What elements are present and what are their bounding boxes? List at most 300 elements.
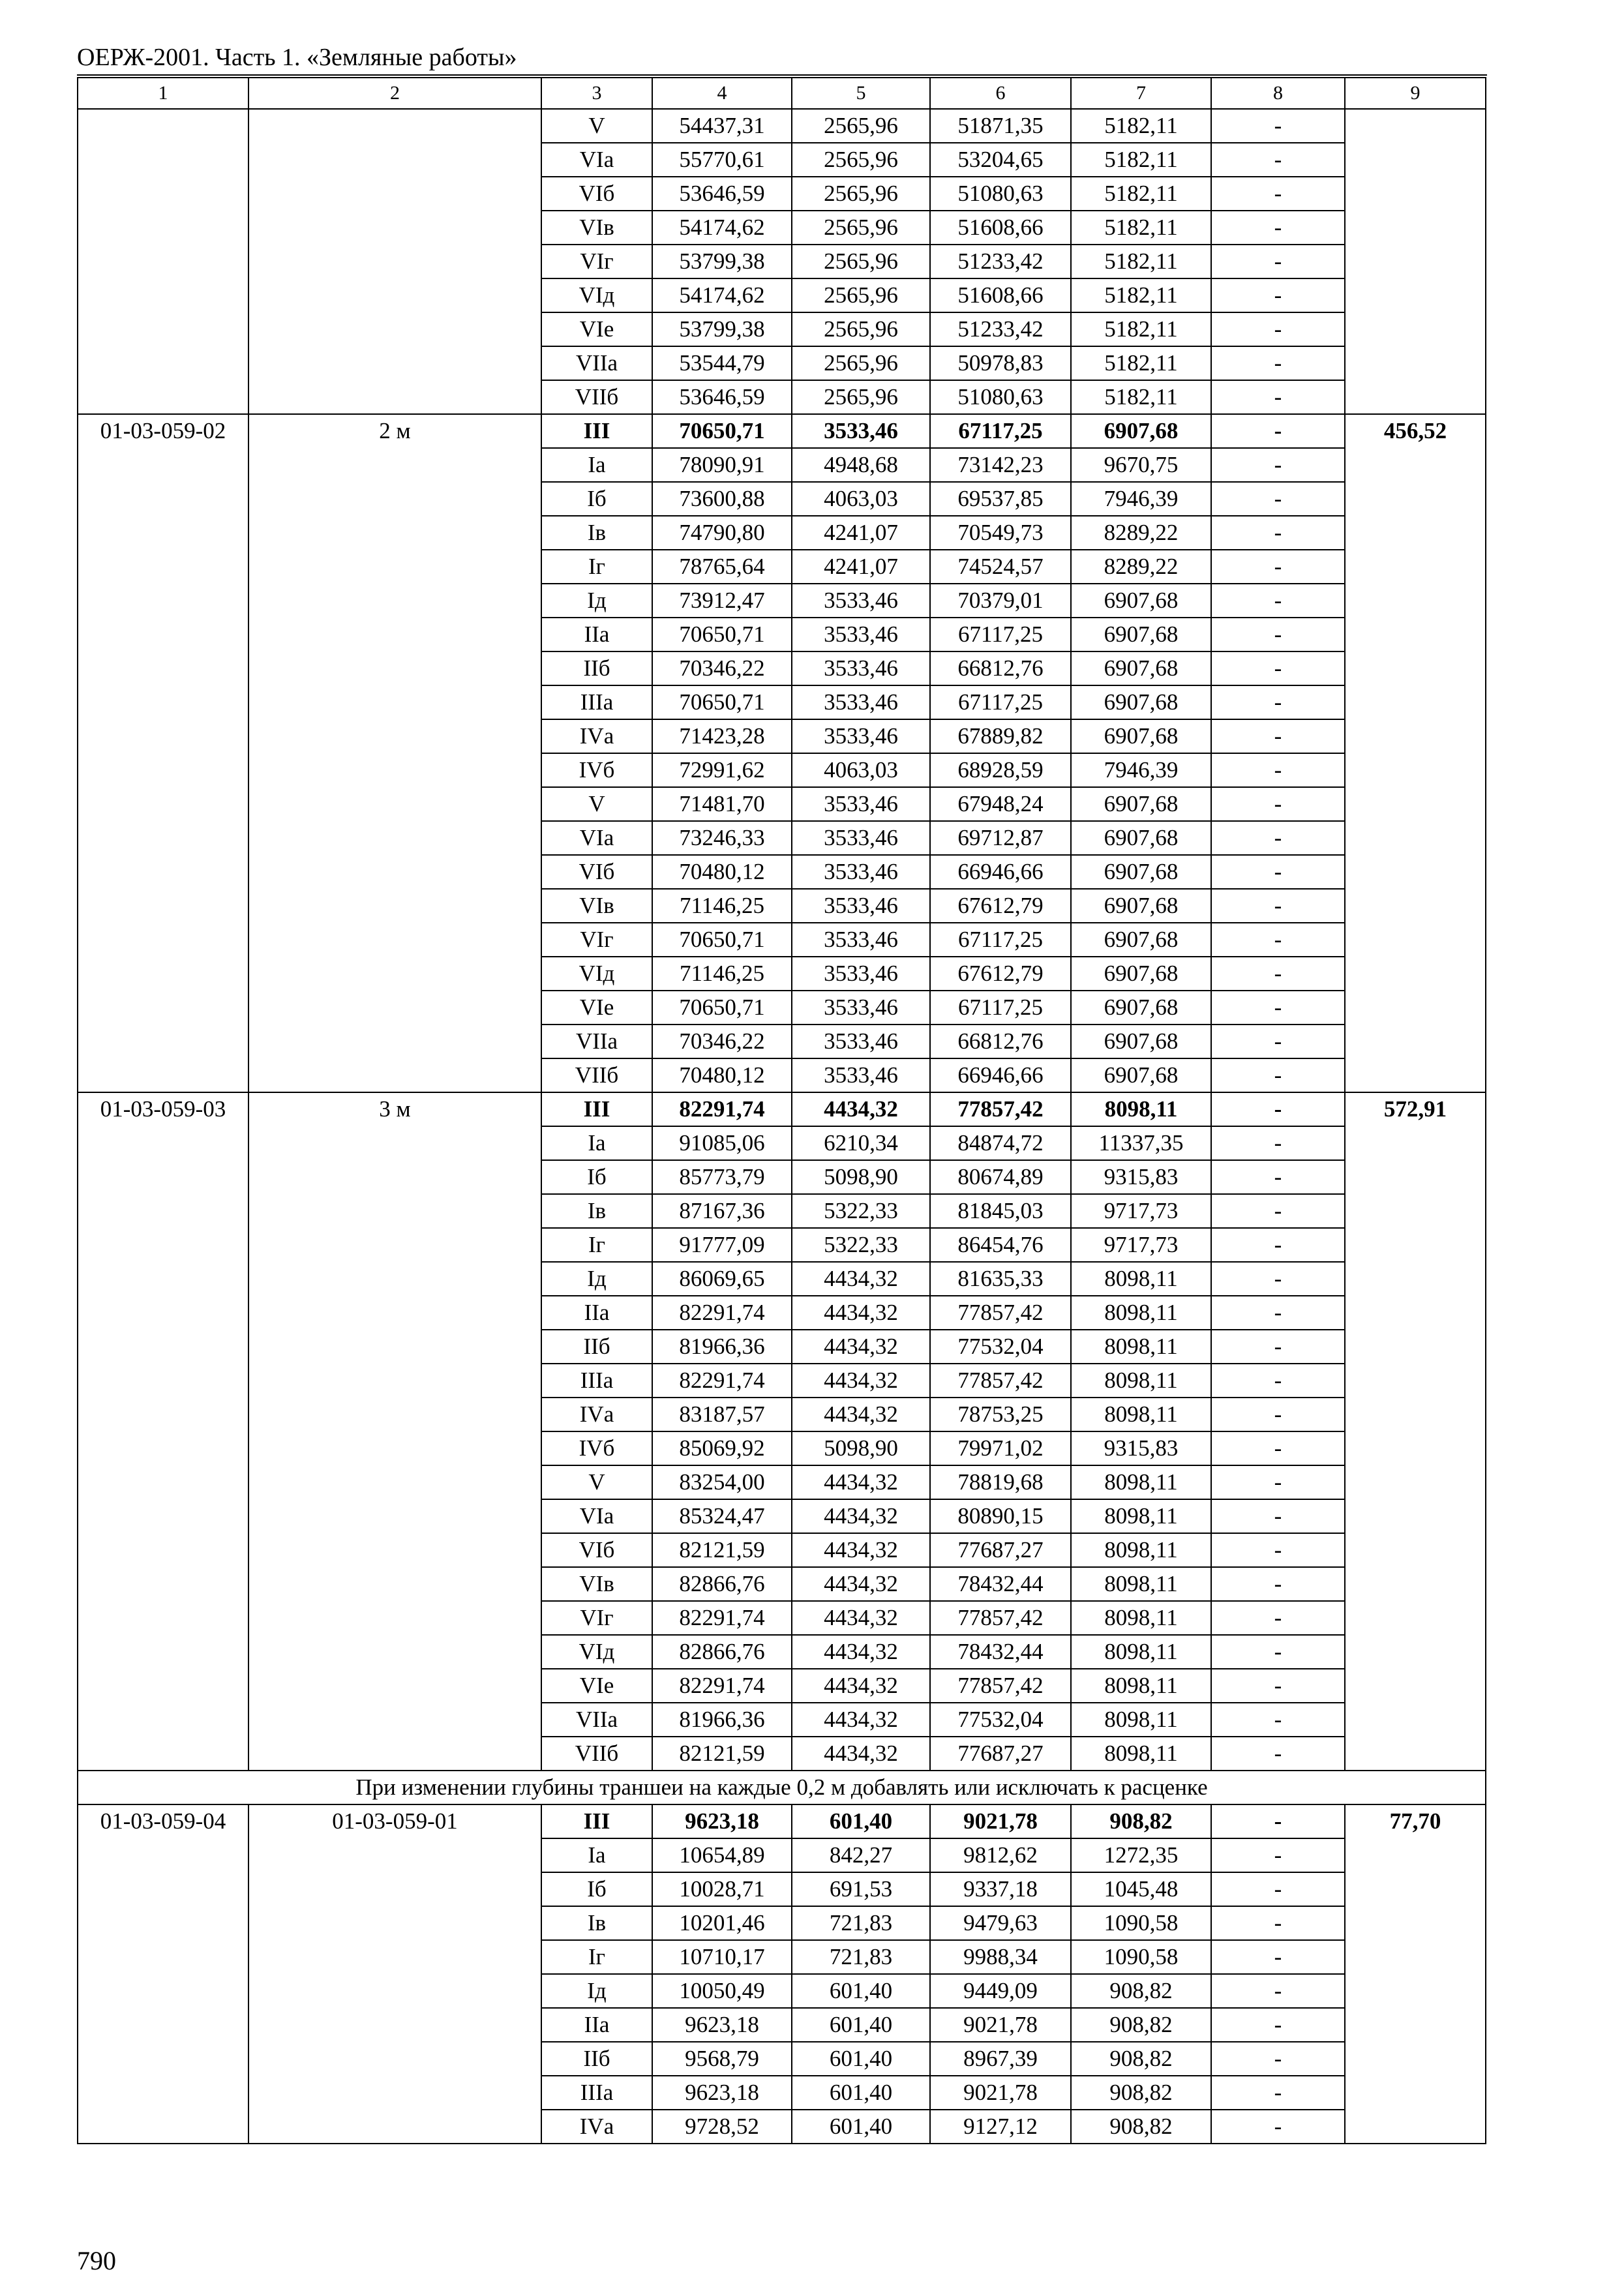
column-number: 3 — [541, 78, 652, 109]
value-cell: 81966,36 — [652, 1703, 792, 1737]
soil-group-cell: Iа — [541, 448, 652, 482]
soil-group-cell: VIб — [541, 855, 652, 889]
table-row — [78, 109, 1486, 143]
value-cell: 67889,82 — [930, 719, 1071, 753]
value-cell: 3533,46 — [792, 787, 930, 821]
value-cell: 70549,73 — [930, 516, 1071, 550]
rate-code: 01-03-059-02 — [78, 414, 248, 1092]
value-cell: 85069,92 — [652, 1431, 792, 1465]
value-cell: 74524,57 — [930, 550, 1071, 584]
value-cell: 3533,46 — [792, 957, 930, 991]
value-cell: 55770,61 — [652, 143, 792, 177]
value-cell: 77532,04 — [930, 1703, 1071, 1737]
value-cell: - — [1211, 1906, 1345, 1940]
value-cell: 69712,87 — [930, 821, 1071, 855]
value-cell: - — [1211, 821, 1345, 855]
value-cell: 601,40 — [792, 2110, 930, 2144]
soil-group-cell: IIб — [541, 1330, 652, 1364]
value-cell: 908,82 — [1071, 2008, 1211, 2042]
value-cell: 81845,03 — [930, 1194, 1071, 1228]
value-cell: 3533,46 — [792, 685, 930, 719]
value-cell: 82866,76 — [652, 1567, 792, 1601]
value-cell: 82121,59 — [652, 1737, 792, 1771]
value-cell: 4434,32 — [792, 1499, 930, 1533]
value-cell: - — [1211, 177, 1345, 211]
soil-group-cell: VIб — [541, 177, 652, 211]
value-cell: 8098,11 — [1071, 1533, 1211, 1567]
value-cell: 4434,32 — [792, 1092, 930, 1126]
column-number: 5 — [792, 78, 930, 109]
value-cell: 53646,59 — [652, 177, 792, 211]
value-cell: 53646,59 — [652, 380, 792, 414]
value-cell: 5182,11 — [1071, 177, 1211, 211]
note-row — [78, 1771, 1486, 1804]
value-cell: 3533,46 — [792, 855, 930, 889]
value-cell: 70480,12 — [652, 1058, 792, 1092]
value-cell: - — [1211, 1296, 1345, 1330]
value-cell: 5322,33 — [792, 1228, 930, 1262]
value-cell: 4241,07 — [792, 550, 930, 584]
value-cell: 8098,11 — [1071, 1092, 1211, 1126]
value-cell: 8098,11 — [1071, 1601, 1211, 1635]
value-cell: 8098,11 — [1071, 1669, 1211, 1703]
soil-group-cell: IVб — [541, 753, 652, 787]
soil-group-cell: IVа — [541, 719, 652, 753]
value-cell: 77857,42 — [930, 1601, 1071, 1635]
value-cell: 81966,36 — [652, 1330, 792, 1364]
soil-group-cell: Iд — [541, 1262, 652, 1296]
value-cell: 70346,22 — [652, 651, 792, 685]
value-cell: 66812,76 — [930, 1025, 1071, 1058]
value-cell: - — [1211, 719, 1345, 753]
value-cell: - — [1211, 143, 1345, 177]
soil-group-cell: Iб — [541, 482, 652, 516]
value-cell: 80674,89 — [930, 1160, 1071, 1194]
soil-group-cell: III — [541, 1092, 652, 1126]
value-cell: 80890,15 — [930, 1499, 1071, 1533]
value-cell: 66946,66 — [930, 1058, 1071, 1092]
value-cell: 3533,46 — [792, 1058, 930, 1092]
value-cell: - — [1211, 685, 1345, 719]
value-cell: 78432,44 — [930, 1635, 1071, 1669]
value-cell: - — [1211, 346, 1345, 380]
value-cell: 5182,11 — [1071, 278, 1211, 312]
value-cell: - — [1211, 1499, 1345, 1533]
value-cell: 842,27 — [792, 1838, 930, 1872]
soil-group-cell: VIв — [541, 1567, 652, 1601]
value-cell: 73600,88 — [652, 482, 792, 516]
value-cell: - — [1211, 1330, 1345, 1364]
value-cell: 69537,85 — [930, 482, 1071, 516]
value-cell: 4434,32 — [792, 1567, 930, 1601]
value-cell: 2565,96 — [792, 312, 930, 346]
value-cell: 8098,11 — [1071, 1567, 1211, 1601]
value-cell: - — [1211, 448, 1345, 482]
soil-group-cell: VIIа — [541, 346, 652, 380]
soil-group-cell: VIIб — [541, 1058, 652, 1092]
value-cell: 601,40 — [792, 2008, 930, 2042]
value-cell: 5182,11 — [1071, 245, 1211, 278]
value-cell: - — [1211, 2076, 1345, 2110]
value-cell: 4063,03 — [792, 482, 930, 516]
value-cell: 1090,58 — [1071, 1906, 1211, 1940]
value-cell: 10050,49 — [652, 1974, 792, 2008]
value-cell: 4063,03 — [792, 753, 930, 787]
value-cell: 5182,11 — [1071, 109, 1211, 143]
soil-group-cell: IIа — [541, 1296, 652, 1330]
value-cell: 66946,66 — [930, 855, 1071, 889]
value-cell: 8098,11 — [1071, 1364, 1211, 1398]
value-cell: 70650,71 — [652, 685, 792, 719]
column-number: 4 — [652, 78, 792, 109]
value-cell: 67117,25 — [930, 923, 1071, 957]
soil-group-cell: IIб — [541, 2042, 652, 2076]
value-cell: 82121,59 — [652, 1533, 792, 1567]
soil-group-cell: Iб — [541, 1872, 652, 1906]
value-cell: 6907,68 — [1071, 1025, 1211, 1058]
value-cell: - — [1211, 516, 1345, 550]
column-number: 7 — [1071, 78, 1211, 109]
value-cell: 78819,68 — [930, 1465, 1071, 1499]
page-title: ОЕРЖ-2001. Часть 1. «Земляные работы» — [77, 44, 517, 71]
value-cell: 66812,76 — [930, 651, 1071, 685]
value-cell: 77857,42 — [930, 1669, 1071, 1703]
header-rule-top — [77, 74, 1487, 76]
value-cell: 77857,42 — [930, 1296, 1071, 1330]
value-cell: 4948,68 — [792, 448, 930, 482]
value-cell: 908,82 — [1071, 2076, 1211, 2110]
value-cell: 51233,42 — [930, 312, 1071, 346]
value-cell: 8098,11 — [1071, 1703, 1211, 1737]
value-cell: - — [1211, 1635, 1345, 1669]
value-cell: 9988,34 — [930, 1940, 1071, 1974]
value-cell: 9568,79 — [652, 2042, 792, 2076]
value-cell: 87167,36 — [652, 1194, 792, 1228]
rate-description: 2 м — [248, 414, 541, 1092]
value-cell: 68928,59 — [930, 753, 1071, 787]
value-cell: 8098,11 — [1071, 1465, 1211, 1499]
value-cell: 9717,73 — [1071, 1194, 1211, 1228]
value-cell: 2565,96 — [792, 380, 930, 414]
soil-group-cell: III — [541, 1804, 652, 1838]
value-cell: 4434,32 — [792, 1262, 930, 1296]
rates-table — [77, 77, 1486, 2144]
soil-group-cell: VIд — [541, 957, 652, 991]
value-cell: 4434,32 — [792, 1601, 930, 1635]
value-cell: 601,40 — [792, 2076, 930, 2110]
value-cell: 3533,46 — [792, 889, 930, 923]
soil-group-cell: VIIа — [541, 1703, 652, 1737]
value-cell: 8098,11 — [1071, 1330, 1211, 1364]
value-cell: - — [1211, 618, 1345, 651]
value-cell: 6210,34 — [792, 1126, 930, 1160]
value-cell: 4434,32 — [792, 1330, 930, 1364]
value-cell: 4434,32 — [792, 1296, 930, 1330]
value-cell: 8289,22 — [1071, 550, 1211, 584]
soil-group-cell: Iа — [541, 1126, 652, 1160]
value-cell: 9315,83 — [1071, 1431, 1211, 1465]
value-cell: 77532,04 — [930, 1330, 1071, 1364]
soil-group-cell: Iв — [541, 1906, 652, 1940]
value-cell: 601,40 — [792, 1974, 930, 2008]
soil-group-cell: V — [541, 109, 652, 143]
value-cell: 6907,68 — [1071, 821, 1211, 855]
value-cell: - — [1211, 1567, 1345, 1601]
value-cell: 6907,68 — [1071, 923, 1211, 957]
value-cell: 8289,22 — [1071, 516, 1211, 550]
value-cell: 8098,11 — [1071, 1398, 1211, 1431]
value-cell: 8967,39 — [930, 2042, 1071, 2076]
soil-group-cell: IIа — [541, 2008, 652, 2042]
value-cell: 9728,52 — [652, 2110, 792, 2144]
soil-group-cell: VIа — [541, 821, 652, 855]
value-cell: 78432,44 — [930, 1567, 1071, 1601]
value-cell: 601,40 — [792, 2042, 930, 2076]
soil-group-cell: VIIа — [541, 1025, 652, 1058]
value-cell: 54437,31 — [652, 109, 792, 143]
value-cell: 7946,39 — [1071, 482, 1211, 516]
soil-group-cell: IIIа — [541, 1364, 652, 1398]
soil-group-cell: Iд — [541, 584, 652, 618]
value-cell: 2565,96 — [792, 278, 930, 312]
value-cell: - — [1211, 380, 1345, 414]
value-cell: 53799,38 — [652, 312, 792, 346]
value-cell: 1090,58 — [1071, 1940, 1211, 1974]
value-cell: 67948,24 — [930, 787, 1071, 821]
soil-group-cell: Iа — [541, 1838, 652, 1872]
value-cell: 2565,96 — [792, 109, 930, 143]
value-cell: 74790,80 — [652, 516, 792, 550]
value-cell: 6907,68 — [1071, 787, 1211, 821]
soil-group-cell: VIв — [541, 889, 652, 923]
value-cell: - — [1211, 1804, 1345, 1838]
value-cell: 9623,18 — [652, 2076, 792, 2110]
value-cell: - — [1211, 1940, 1345, 1974]
value-cell: - — [1211, 2008, 1345, 2042]
value-cell: 70650,71 — [652, 414, 792, 448]
column-number: 8 — [1211, 78, 1345, 109]
column-number: 2 — [248, 78, 541, 109]
value-cell: - — [1211, 1058, 1345, 1092]
value-cell: 2565,96 — [792, 211, 930, 245]
value-cell: 82866,76 — [652, 1635, 792, 1669]
value-cell: 2565,96 — [792, 177, 930, 211]
value-cell: 4434,32 — [792, 1398, 930, 1431]
value-cell: 9021,78 — [930, 2076, 1071, 2110]
value-cell: 51080,63 — [930, 380, 1071, 414]
value-cell: 9449,09 — [930, 1974, 1071, 2008]
soil-group-cell: III — [541, 414, 652, 448]
value-cell: 3533,46 — [792, 991, 930, 1025]
rate-code: 01-03-059-04 — [78, 1804, 248, 2144]
value-cell: 78765,64 — [652, 550, 792, 584]
value-cell: 3533,46 — [792, 719, 930, 753]
value-cell: 71146,25 — [652, 889, 792, 923]
table-row — [78, 1804, 1486, 1838]
labor-total-cell: 572,91 — [1345, 1092, 1486, 1771]
soil-group-cell: Iг — [541, 1940, 652, 1974]
value-cell: 6907,68 — [1071, 719, 1211, 753]
value-cell: - — [1211, 991, 1345, 1025]
rate-code: 01-03-059-03 — [78, 1092, 248, 1771]
value-cell: 81635,33 — [930, 1262, 1071, 1296]
value-cell: 9812,62 — [930, 1838, 1071, 1872]
value-cell: - — [1211, 1025, 1345, 1058]
value-cell: - — [1211, 1838, 1345, 1872]
value-cell: 78090,91 — [652, 448, 792, 482]
value-cell: 54174,62 — [652, 278, 792, 312]
value-cell: 70480,12 — [652, 855, 792, 889]
value-cell: 1272,35 — [1071, 1838, 1211, 1872]
value-cell: 1045,48 — [1071, 1872, 1211, 1906]
value-cell: - — [1211, 651, 1345, 685]
value-cell: 9717,73 — [1071, 1228, 1211, 1262]
value-cell: 54174,62 — [652, 211, 792, 245]
value-cell: - — [1211, 414, 1345, 448]
value-cell: 53799,38 — [652, 245, 792, 278]
page-number: 790 — [77, 2246, 116, 2275]
value-cell: 6907,68 — [1071, 957, 1211, 991]
value-cell: - — [1211, 923, 1345, 957]
value-cell: 51871,35 — [930, 109, 1071, 143]
value-cell: 70650,71 — [652, 618, 792, 651]
value-cell: 77687,27 — [930, 1533, 1071, 1567]
value-cell: 77857,42 — [930, 1364, 1071, 1398]
soil-group-cell: IIIа — [541, 685, 652, 719]
value-cell: - — [1211, 1737, 1345, 1771]
value-cell: - — [1211, 1669, 1345, 1703]
value-cell: 9670,75 — [1071, 448, 1211, 482]
value-cell: 71146,25 — [652, 957, 792, 991]
value-cell: 70650,71 — [652, 923, 792, 957]
soil-group-cell: Iв — [541, 516, 652, 550]
value-cell: 691,53 — [792, 1872, 930, 1906]
column-number: 1 — [78, 78, 248, 109]
value-cell: - — [1211, 1194, 1345, 1228]
value-cell: - — [1211, 1126, 1345, 1160]
soil-group-cell: IIб — [541, 651, 652, 685]
value-cell: 8098,11 — [1071, 1296, 1211, 1330]
value-cell: 5098,90 — [792, 1431, 930, 1465]
soil-group-cell: VIг — [541, 1601, 652, 1635]
value-cell: 82291,74 — [652, 1601, 792, 1635]
value-cell: - — [1211, 278, 1345, 312]
soil-group-cell: IVа — [541, 1398, 652, 1431]
value-cell: 51233,42 — [930, 245, 1071, 278]
value-cell: - — [1211, 1974, 1345, 2008]
value-cell: - — [1211, 1703, 1345, 1737]
value-cell: - — [1211, 1092, 1345, 1126]
value-cell: 67612,79 — [930, 889, 1071, 923]
value-cell: 5322,33 — [792, 1194, 930, 1228]
value-cell: - — [1211, 889, 1345, 923]
value-cell: 721,83 — [792, 1940, 930, 1974]
value-cell: - — [1211, 1872, 1345, 1906]
soil-group-cell: VIг — [541, 923, 652, 957]
value-cell: 79971,02 — [930, 1431, 1071, 1465]
value-cell: 9479,63 — [930, 1906, 1071, 1940]
rate-description — [248, 109, 541, 414]
value-cell: - — [1211, 957, 1345, 991]
value-cell: 2565,96 — [792, 245, 930, 278]
soil-group-cell: VIа — [541, 143, 652, 177]
value-cell: 91085,06 — [652, 1126, 792, 1160]
value-cell: 9623,18 — [652, 1804, 792, 1838]
value-cell: 5182,11 — [1071, 380, 1211, 414]
value-cell: 908,82 — [1071, 1974, 1211, 2008]
soil-group-cell: VIб — [541, 1533, 652, 1567]
value-cell: 6907,68 — [1071, 618, 1211, 651]
value-cell: 70650,71 — [652, 991, 792, 1025]
value-cell: 9127,12 — [930, 2110, 1071, 2144]
table-row — [78, 1092, 1486, 1126]
column-number-row — [78, 78, 1486, 109]
value-cell: 51608,66 — [930, 211, 1071, 245]
depth-change-note: При изменении глубины траншеи на каждые 0,2 м добавлять или исключать к расценке — [78, 1771, 1486, 1804]
value-cell: 67117,25 — [930, 685, 1071, 719]
value-cell: - — [1211, 1160, 1345, 1194]
value-cell: 11337,35 — [1071, 1126, 1211, 1160]
value-cell: 9021,78 — [930, 2008, 1071, 2042]
value-cell: 601,40 — [792, 1804, 930, 1838]
value-cell: 84874,72 — [930, 1126, 1071, 1160]
soil-group-cell: VIд — [541, 1635, 652, 1669]
value-cell: - — [1211, 2042, 1345, 2076]
value-cell: 7946,39 — [1071, 753, 1211, 787]
value-cell: 8098,11 — [1071, 1262, 1211, 1296]
value-cell: - — [1211, 753, 1345, 787]
column-number: 9 — [1345, 78, 1486, 109]
value-cell: 67612,79 — [930, 957, 1071, 991]
value-cell: 9315,83 — [1071, 1160, 1211, 1194]
soil-group-cell: IVб — [541, 1431, 652, 1465]
value-cell: 3533,46 — [792, 618, 930, 651]
value-cell: 908,82 — [1071, 2110, 1211, 2144]
value-cell: 3533,46 — [792, 821, 930, 855]
value-cell: 4434,32 — [792, 1533, 930, 1567]
value-cell: 5182,11 — [1071, 312, 1211, 346]
value-cell: 5098,90 — [792, 1160, 930, 1194]
labor-total-cell: 456,52 — [1345, 414, 1486, 1092]
value-cell: 67117,25 — [930, 991, 1071, 1025]
soil-group-cell: V — [541, 787, 652, 821]
soil-group-cell: V — [541, 1465, 652, 1499]
value-cell: 73246,33 — [652, 821, 792, 855]
value-cell: 53204,65 — [930, 143, 1071, 177]
value-cell: 91777,09 — [652, 1228, 792, 1262]
value-cell: 72991,62 — [652, 753, 792, 787]
value-cell: 5182,11 — [1071, 346, 1211, 380]
rate-description: 3 м — [248, 1092, 541, 1771]
rate-description: 01-03-059-01 — [248, 1804, 541, 2144]
soil-group-cell: IVа — [541, 2110, 652, 2144]
value-cell: 83187,57 — [652, 1398, 792, 1431]
value-cell: 6907,68 — [1071, 414, 1211, 448]
value-cell: 4434,32 — [792, 1364, 930, 1398]
value-cell: 50978,83 — [930, 346, 1071, 380]
soil-group-cell: Iб — [541, 1160, 652, 1194]
value-cell: 86069,65 — [652, 1262, 792, 1296]
value-cell: 2565,96 — [792, 346, 930, 380]
soil-group-cell: IIIа — [541, 2076, 652, 2110]
value-cell: - — [1211, 1364, 1345, 1398]
value-cell: - — [1211, 787, 1345, 821]
value-cell: 6907,68 — [1071, 889, 1211, 923]
value-cell: 3533,46 — [792, 1025, 930, 1058]
value-cell: 3533,46 — [792, 651, 930, 685]
value-cell: 4241,07 — [792, 516, 930, 550]
soil-group-cell: VIе — [541, 1669, 652, 1703]
